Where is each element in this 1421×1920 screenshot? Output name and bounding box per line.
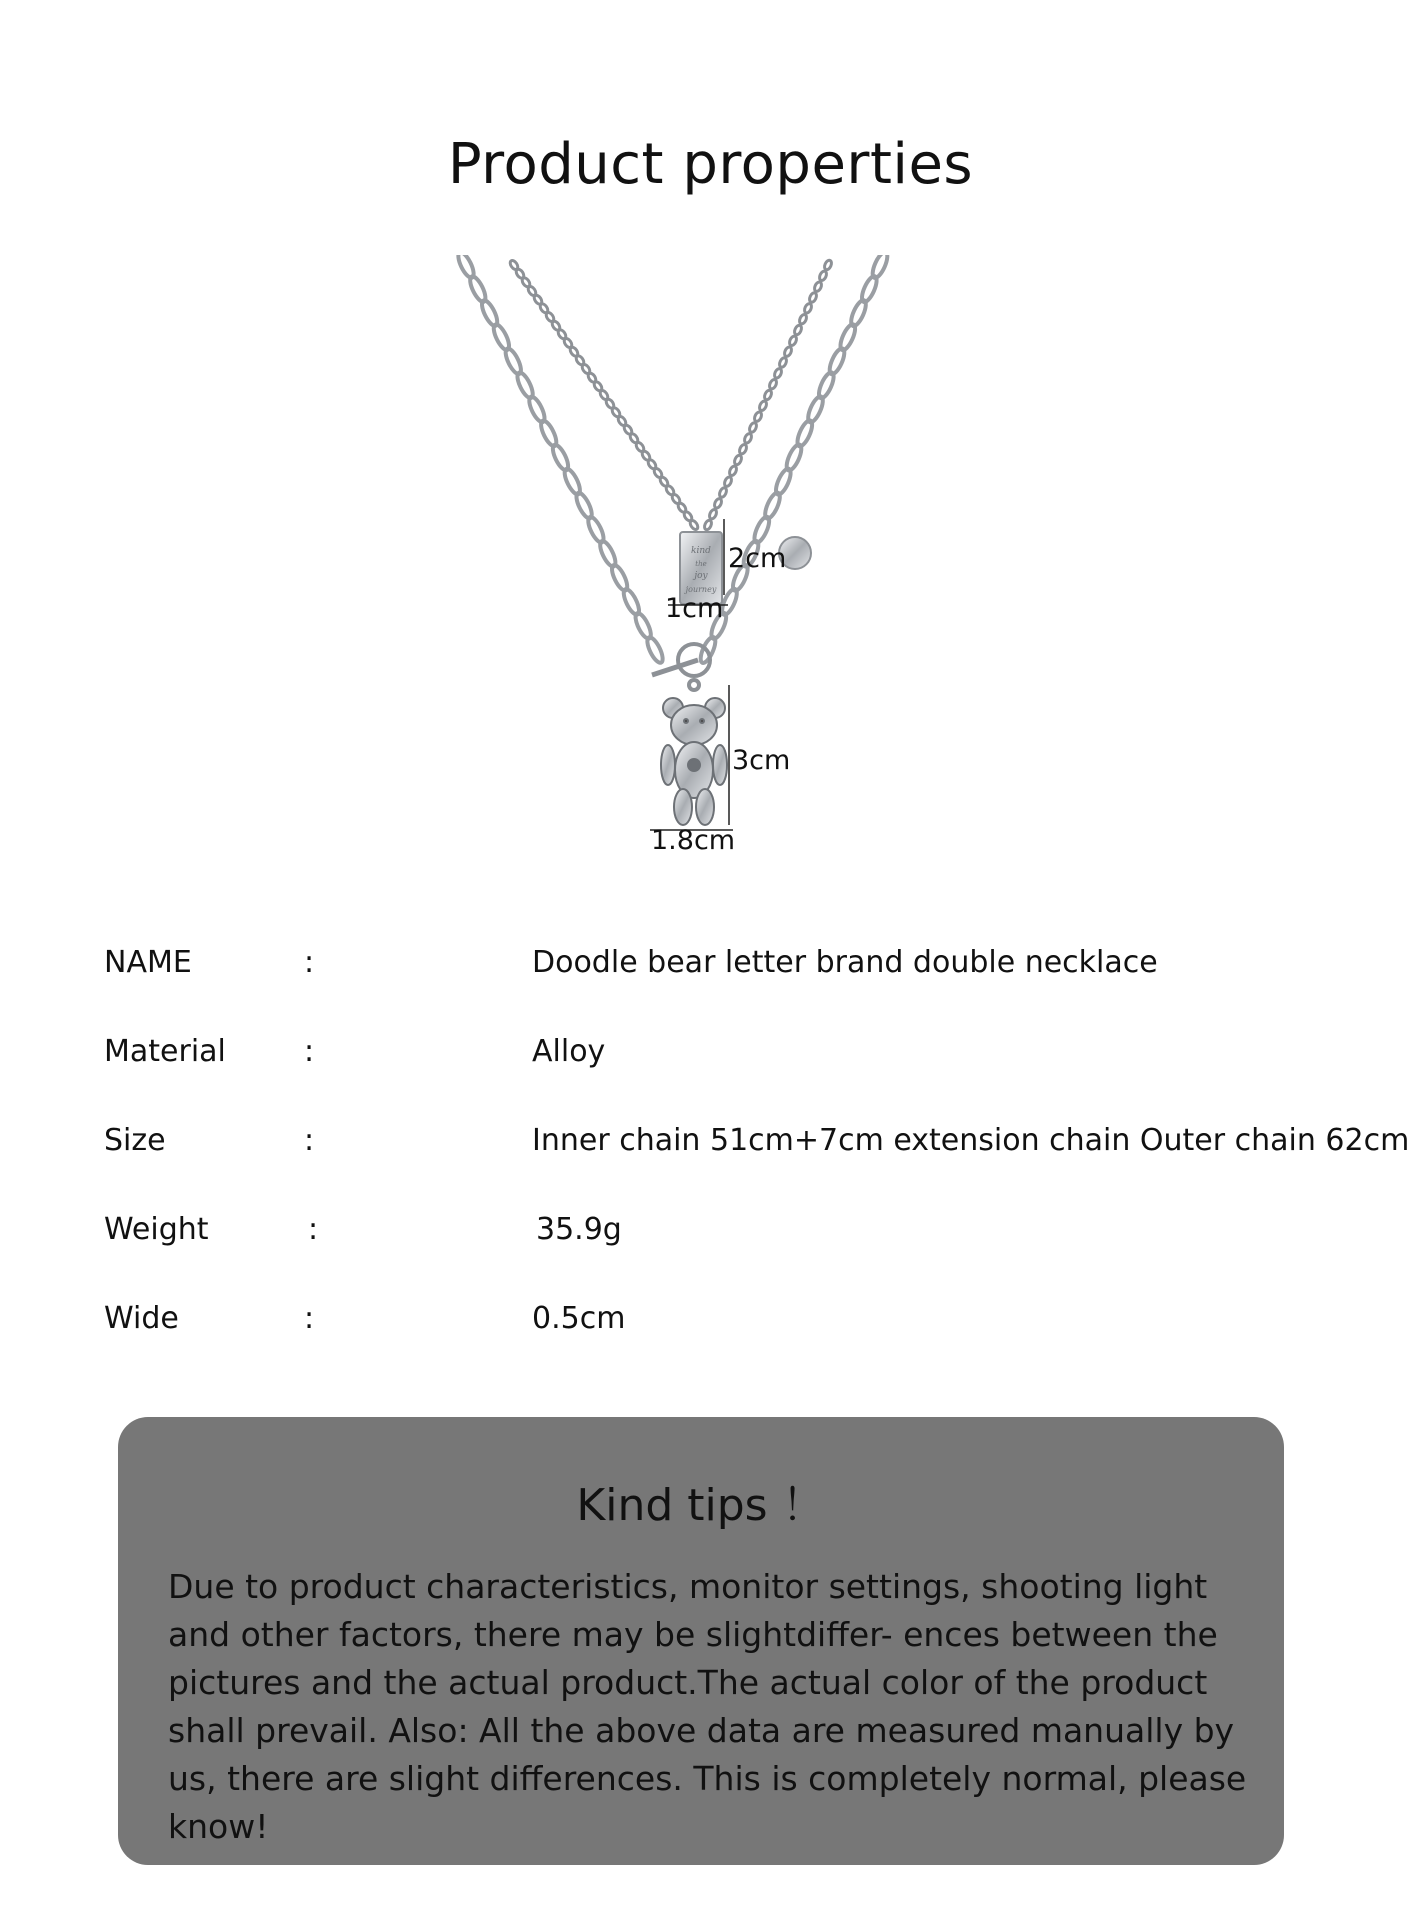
chain-link [689,519,700,531]
chain-link [743,433,753,445]
chain-link [758,400,768,412]
bear-height-label: 3cm [732,745,791,776]
chain-link [803,303,813,315]
svg-text:kind: kind [691,546,711,556]
chain-link [748,422,758,434]
property-colon: : [304,1301,315,1336]
kind-tips-title: Kind tips ！ [576,1480,826,1531]
chain-link [723,476,733,488]
svg-text:journey: journey [685,585,717,594]
chain-link [818,270,828,282]
property-colon: : [304,1123,315,1158]
chain-link [708,508,718,520]
property-label: Size [104,1123,166,1158]
chain-link [644,635,665,665]
property-value: Inner chain 51cm+7cm extension chain Outer chain 62cm [532,1123,1410,1158]
kind-tips-body: Due to product characteristics, monitor settings, shooting light and other factors, there may be slightdiffer- ences between the pictures and the actual product.The actual color of the product shall prevail. Also: All the above data are measured manually by us, there are slight differences. This is completely normal, please know! [168,1567,1247,1846]
property-value: 35.9g [536,1212,622,1247]
property-value: Doodle bear letter brand double necklace [532,945,1158,980]
chain-link [713,498,723,510]
page-title: Product properties [447,132,974,197]
chain-link [738,443,748,455]
chain-link [783,346,793,358]
property-value: Alloy [532,1034,606,1069]
bear-pendant [661,698,727,825]
property-colon: : [308,1212,319,1247]
chain-link [768,378,778,390]
property-row-size [104,1123,1410,1212]
chain-link [733,454,743,466]
chain-link [808,292,818,304]
chain-link [763,389,773,401]
tag-height-label: 2cm [728,543,787,574]
chain-link [728,465,738,477]
property-label: Material [104,1034,226,1069]
chain-link [773,368,783,380]
svg-text:the: the [695,560,707,568]
kind-tips-panel [118,1417,1284,1865]
property-row-name [104,945,1394,1034]
chain-link [788,335,798,347]
chain-link [798,313,808,325]
chain-link [718,487,728,499]
chain-link [703,519,713,531]
necklace-product-image [450,255,970,855]
chain-link [778,357,788,369]
property-label: Wide [104,1301,179,1336]
svg-text:joy: joy [694,571,708,581]
property-row-material [104,1034,1394,1123]
property-colon: : [304,1034,315,1069]
properties-list [104,945,1410,1390]
property-colon: : [304,945,315,980]
chain-link [823,259,833,271]
chain-link [793,324,803,336]
property-value: 0.5cm [532,1301,626,1336]
chain-link [813,281,823,293]
chain-link [753,411,763,423]
property-label: Weight [104,1212,209,1247]
property-label: NAME [104,945,192,980]
property-row-weight [104,1212,1394,1301]
bear-width-label: 1.8cm [651,825,736,855]
tag-width-label: 1cm [665,593,724,624]
property-row-wide [104,1301,1394,1390]
